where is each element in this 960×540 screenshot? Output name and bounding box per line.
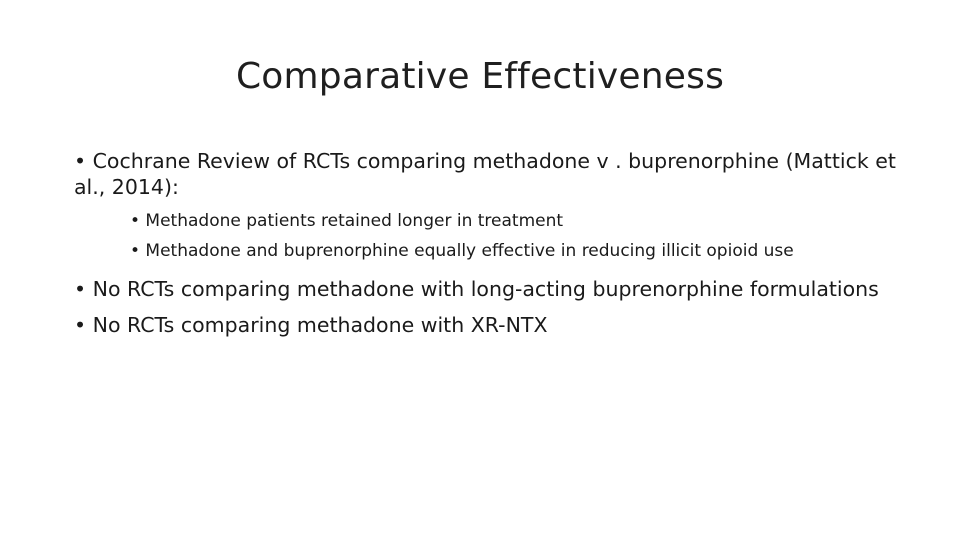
sub-bullet-list [130,206,914,266]
sub-bullet-illicit-opioid-use: • Methadone and buprenorphine equally effective in reducing illicit opioid use [130,241,794,261]
sub-bullet-retention: • Methadone patients retained longer in treatment [130,211,564,231]
bullet-long-acting-buprenorphine: • No RCTs comparing methadone with long-acting buprenorphine formulations [74,277,879,301]
slide-body [74,148,914,348]
bullet-cochrane-review: • Cochrane Review of RCTs comparing methadone v . buprenorphine (Mattick et al., 2014): [74,149,896,199]
slide-title: Comparative Effectiveness [235,56,725,97]
bullet-xr-ntx: • No RCTs comparing methadone with XR-NTX [74,313,548,337]
